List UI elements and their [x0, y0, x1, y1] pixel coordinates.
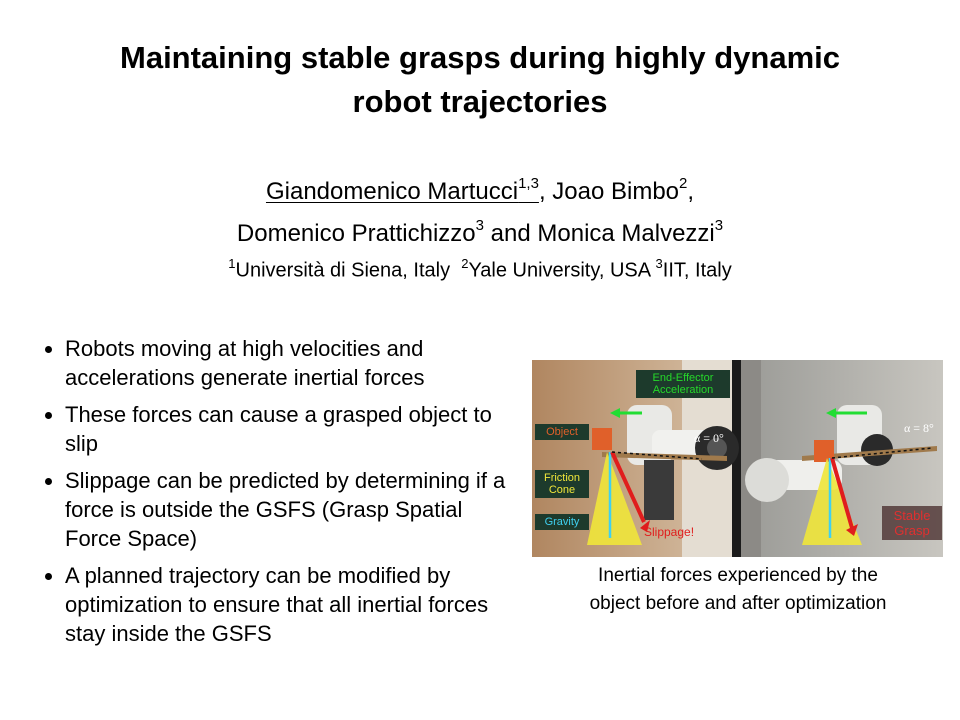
author-malvezzi: and Monica Malvezzi [484, 220, 715, 247]
title-line-2: robot trajectories [352, 84, 608, 119]
angle-label-right: α = 8° [904, 421, 934, 435]
grasped-object-left [592, 428, 612, 450]
slide-title [20, 36, 940, 124]
title-line-1: Maintaining stable grasps during highly dynamic [120, 40, 840, 75]
label-stable-grasp: Stable Grasp [882, 506, 942, 540]
bullet-dot-icon [45, 346, 52, 353]
author-bimbo: , Joao Bimbo [538, 178, 680, 205]
bullet-dot-icon [45, 573, 52, 580]
angle-label-left: α = 0° [694, 431, 724, 445]
bullet-item: Slippage can be predicted by determining if a force is outside the GSFS (Grasp Spatial Force Space) [44, 466, 524, 553]
author-block [0, 168, 960, 284]
author-line-2: Domenico Prattichizzo$^3$ and Monica Malvezzi$^3$ [236, 217, 724, 247]
bullet-dot-icon [45, 478, 52, 485]
bullet-item: Robots moving at high velocities and accelerations generate inertial forces [44, 334, 524, 392]
author-martucci: Giandomenico Martucci$^{1,3}$ [265, 175, 539, 205]
bullet-list [44, 334, 524, 656]
figure-caption [520, 562, 956, 618]
label-end-effector-acceleration: End-Effector Acceleration [636, 370, 730, 398]
label-object: Object [535, 424, 589, 440]
caption-line-2: object before and after optimization [589, 593, 887, 614]
bullet-item: These forces can cause a grasped object to slip [44, 400, 524, 458]
author-prattichizzo: Domenico Prattichizzo [236, 220, 476, 247]
grasp-figure [532, 360, 943, 557]
bullet-item: A planned trajectory can be modified by optimization to ensure that all inertial forces stay inside the GSFS [44, 561, 524, 648]
author-line-1: Giandomenico Martucci$^{1,3}$, Joao Bimbo$^2$, [265, 175, 695, 205]
label-friction-cone: Friction Cone [535, 470, 589, 498]
affiliations: $^1$Università di Siena, Italy $^2$Yale University, USA $^3$IIT, Italy [228, 256, 732, 282]
bullet-dot-icon [45, 412, 52, 419]
caption-line-1: Inertial forces experienced by the [598, 565, 878, 586]
label-gravity: Gravity [535, 514, 589, 530]
label-slippage: Slippage! [644, 525, 695, 539]
